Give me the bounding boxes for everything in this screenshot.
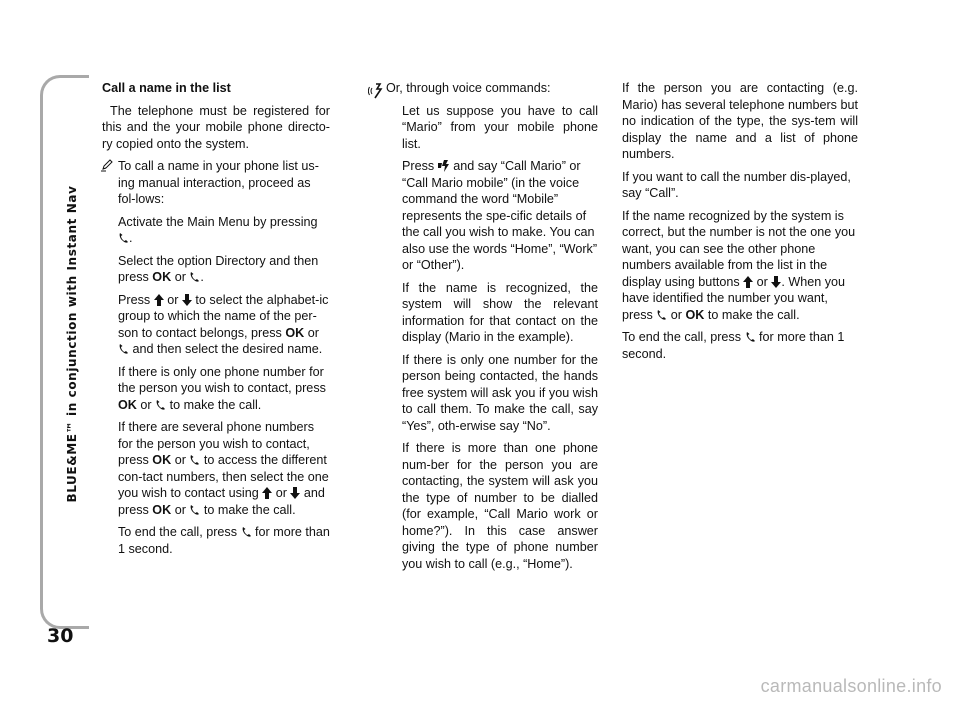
ok-label: OK [118, 397, 137, 412]
step-text: and then select the desired name. [132, 342, 323, 356]
up-arrow-icon [262, 487, 272, 499]
column-1 [102, 80, 330, 563]
or-text: or [174, 270, 186, 284]
step-text: If the name recognized by the system is correct, but the number is not the one you want, you can see the other phone numbers available from the list in the display using buttons [622, 208, 856, 289]
step-text: to make the call. [707, 307, 800, 322]
phone-handset-icon [745, 331, 756, 343]
and-press-text: and press [118, 486, 325, 517]
phone-handset-icon [155, 399, 166, 411]
ok-label: OK [152, 502, 172, 517]
step-text: Activate the Main Menu by pressing [118, 214, 318, 229]
voice-one-number: If there is only one number for the person being contacted, the hands free system will ask you if you wish to call them. To make the call, say “Yes”, oth-erwise say “No”. [402, 352, 598, 433]
down-arrow-icon [182, 294, 192, 306]
or-text: or [307, 325, 319, 340]
menu-button-icon [438, 160, 450, 172]
ok-label: OK [685, 307, 705, 322]
voice-suppose: Let us suppose you have to call “Mario” from your mobile phone list. [402, 103, 598, 151]
step-activate-menu: Activate the Main Menu by pressing . [118, 214, 318, 245]
up-arrow-icon [743, 276, 753, 288]
step-select-directory: Select the option Directory and then press OK or . [118, 253, 319, 284]
or-text: or [167, 292, 179, 307]
intro-paragraph: The telephone must be registered for this and the your mobile phone directo-ry copied onto the system. [102, 103, 330, 151]
phone-handset-icon [118, 232, 129, 244]
step-several-numbers [118, 419, 330, 518]
step-text: To end the call, press [622, 330, 742, 344]
or-text: or [756, 274, 768, 289]
step-text: If there is only one phone number for the person you wish to contact, press [118, 364, 326, 395]
step-text: To end the call, press [118, 525, 238, 539]
section-heading: Call a name in the list [102, 81, 231, 95]
down-arrow-icon [771, 276, 781, 288]
phone-handset-icon [656, 309, 667, 321]
paragraph-browse-numbers: If the name recognized by the system is correct, but the number is not the one you want, you can see the other phone numbers available from the list in the display using buttons or . When you have identified the number you want, press or OK to make the call. [622, 208, 856, 322]
step-text: to make the call. [169, 397, 262, 412]
step-text: for more than 1 second. [622, 330, 845, 361]
column-2 [386, 80, 598, 578]
or-text: or [174, 502, 186, 517]
step-text: for more than 1 second. [118, 525, 330, 556]
or-text: or [174, 453, 186, 467]
manual-intro: To call a name in your phone list us-ing manual interaction, proceed as fol-lows: [118, 159, 319, 206]
step-one-number [118, 364, 330, 414]
phone-handset-icon [189, 504, 200, 516]
step-text: Press [402, 159, 435, 173]
down-arrow-icon [290, 487, 300, 499]
step-text: Press [118, 292, 151, 307]
paragraph-end-call [622, 329, 858, 362]
step-text: to select the alphabet-ic group to which the name of the per-son to contact belongs, press [118, 292, 329, 340]
ok-label: OK [152, 453, 172, 467]
step-end-call [118, 524, 330, 557]
or-text: or [275, 486, 287, 500]
step-text: to make the call. [203, 502, 296, 517]
step-text: to access the different con-tact numbers, then select the one you wish to contact using [118, 453, 329, 500]
phone-handset-icon [241, 526, 252, 538]
phone-handset-icon [189, 271, 200, 283]
step-text: and say “Call Mario” or “Call Mario mobile” (in the voice command the word “Mobile” represents the spe-cific details of the call you wish to make. You can also use the words “Home”, “Work” or “Other”). [402, 159, 598, 272]
voice-press-menu [402, 158, 598, 274]
step-text: When you have identified the number you want, press [622, 274, 846, 322]
page-number: 30 [47, 625, 74, 647]
step-text: Select the option Directory and then press [118, 253, 319, 284]
paragraph-several-untyped: If the person you are contacting (e.g. Mario) has several telephone numbers but no indication of the type, the sys-tem will display the name and a list of phone numbers. [622, 81, 858, 161]
or-text: or [670, 307, 682, 322]
note-pencil-icon [100, 158, 114, 172]
or-text: or [140, 397, 152, 412]
step-text: If there are several phone numbers for the person you wish to contact, press [118, 420, 315, 467]
voice-steps [386, 103, 598, 573]
phone-handset-icon [118, 343, 129, 355]
paragraph-say-call: If you want to call the number dis-played, say “Call”. [622, 169, 851, 200]
ok-label: OK [285, 325, 305, 340]
voice-command-icon [368, 82, 384, 100]
voice-intro: Or, through voice commands: [386, 81, 551, 95]
ok-label: OK [152, 270, 172, 284]
watermark: carmanualsonline.info [760, 676, 942, 696]
step-alphabet-group [118, 292, 330, 358]
up-arrow-icon [154, 294, 164, 306]
voice-recognized: If the name is recognized, the system will show the relevant information for that contact on the display (Mario in the example). [402, 280, 598, 344]
manual-steps [102, 158, 330, 557]
side-title: BLUE&ME™ in conjunction with Instant Nav [65, 185, 79, 503]
phone-handset-icon [189, 454, 200, 466]
voice-several-numbers: If there is more than one phone num-ber for the person you are contacting, the system will ask you the type of number to be dialled (for example, “Call Mario work or home?”). In this case answer giving the type of phone number you wish to call (e.g., “Home”). [402, 441, 598, 571]
column-3 [622, 80, 858, 368]
